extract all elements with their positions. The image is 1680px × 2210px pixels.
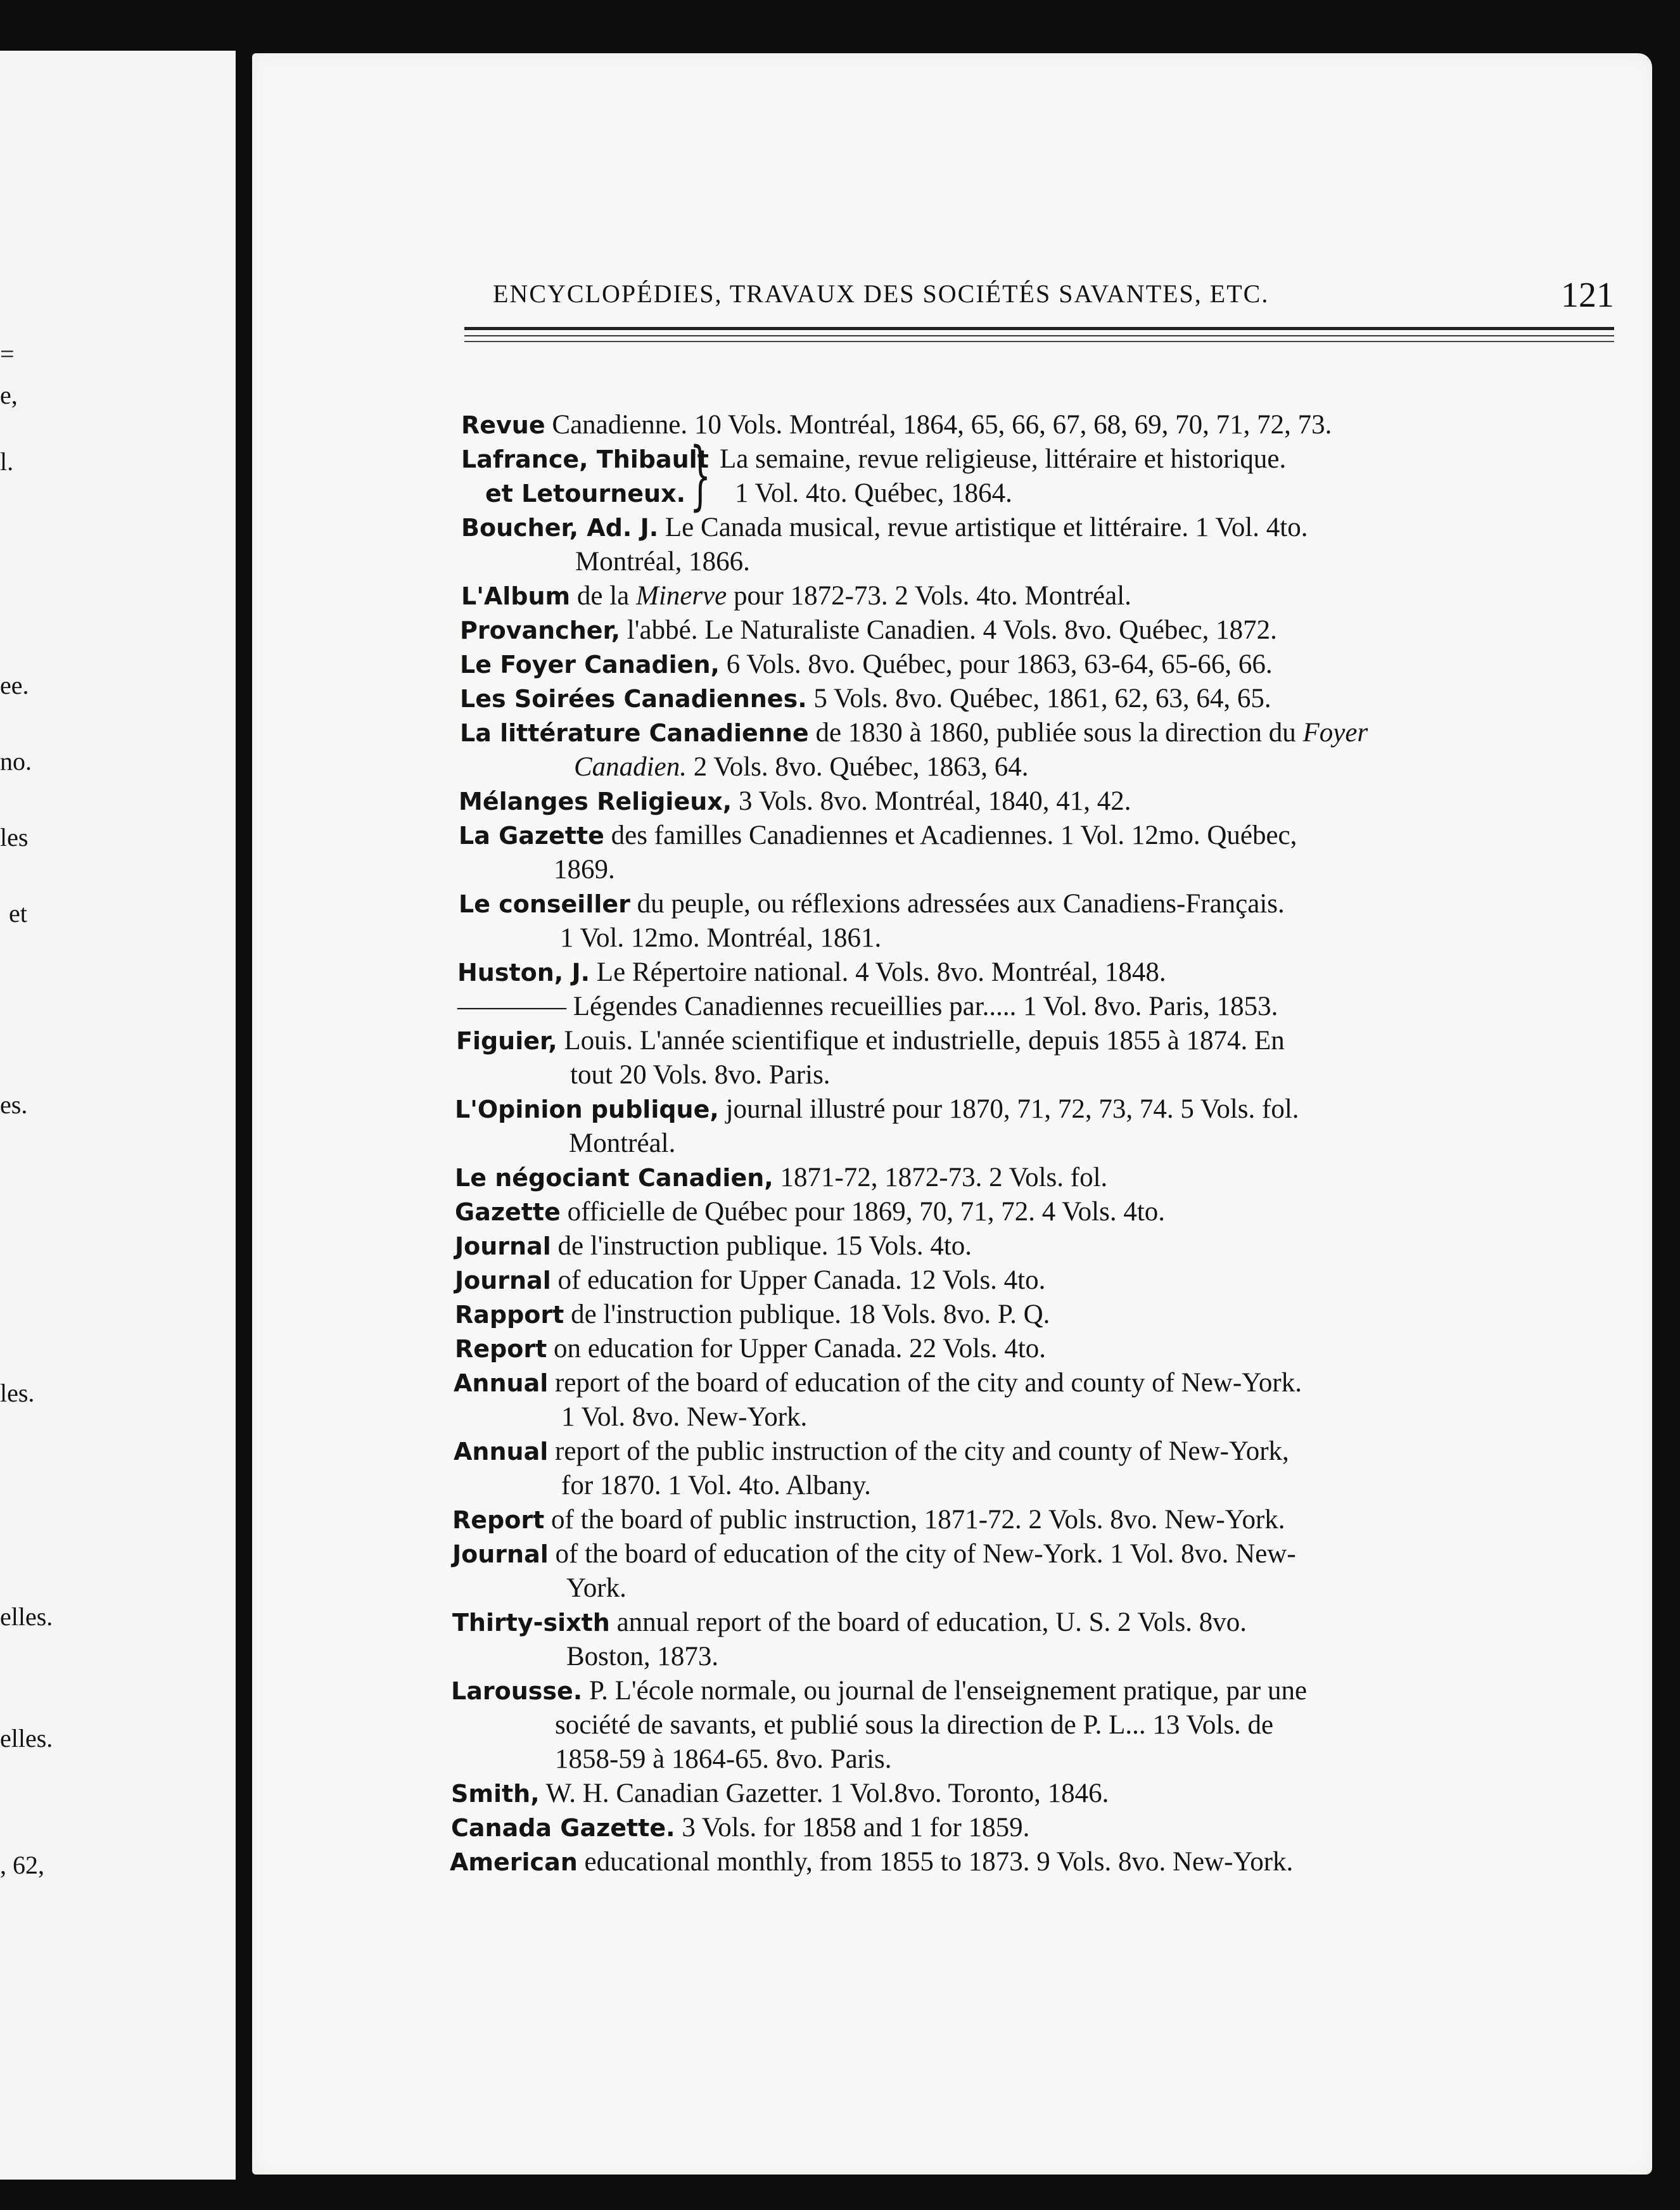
bibliography-entry — [454, 1434, 1289, 1503]
entry-italic: Canadien. — [574, 752, 687, 782]
entry-text: 5 Vols. 8vo. Québec, 1861, 62, 63, 64, 65. — [806, 684, 1271, 713]
left-text-fragment: et — [9, 899, 27, 928]
entry-title: Annual — [454, 1369, 549, 1397]
left-page-fragment — [0, 51, 236, 2180]
entry-title: Mélanges Religieux, — [459, 788, 732, 815]
entry-text: officielle de Québec pour 1869, 70, 71, 72. 4 Vols. 4to. — [560, 1197, 1166, 1227]
bibliography-entry — [461, 408, 1332, 442]
entry-title: Le négociant Canadien, — [455, 1164, 773, 1192]
entry-title: Huston, J. — [457, 959, 590, 987]
entry-text: de 1830 à 1860, publiée sous la direction du — [808, 718, 1303, 748]
entry-text: Légendes Canadiennes recueillies par..... 1 Vol. 8vo. Paris, 1853. — [566, 992, 1278, 1021]
entry-title: La Gazette — [459, 822, 604, 850]
entry-title: Annual — [454, 1438, 549, 1466]
left-text-fragment: ee. — [0, 671, 29, 699]
bibliography-entry — [457, 990, 1278, 1024]
bibliography-entry — [459, 819, 1297, 887]
entry-continuation: 1869. — [554, 855, 615, 885]
entry-text: educational monthly, from 1855 to 1873. 9 Vols. 8vo. New-York. — [577, 1847, 1294, 1877]
entry-title: et Letourneux. — [485, 480, 686, 508]
bibliography-entry — [451, 1811, 1029, 1845]
bibliography-entry — [459, 784, 1131, 819]
entry-text: 2 Vols. 8vo. Québec, 1863, 64. — [686, 752, 1029, 782]
entry-italic: Foyer — [1302, 718, 1368, 748]
entry-text: journal illustré pour 1870, 71, 72, 73, 74. 5 Vols. fol. — [718, 1094, 1299, 1124]
entry-continuation: York. — [566, 1573, 627, 1603]
page-header-title: ENCYCLOPÉDIES, TRAVAUX DES SOCIÉTÉS SAVANTES, ETC. — [493, 279, 1270, 308]
bibliography-entry — [451, 1777, 1109, 1811]
entry-continuation: Montréal, 1866. — [575, 547, 750, 577]
bibliography-entry — [455, 1092, 1299, 1161]
entry-title: Journal — [452, 1540, 549, 1568]
entry-text: 3 Vols. 8vo. Montréal, 1840, 41, 42. — [732, 786, 1131, 816]
entry-dash: ———— — [457, 992, 566, 1021]
entry-text: on education for Upper Canada. 22 Vols. 4to. — [547, 1334, 1047, 1364]
entry-continuation: 1 Vol. 12mo. Montréal, 1861. — [560, 923, 882, 953]
entry-title: L'Opinion publique, — [455, 1095, 719, 1123]
entry-text: of the board of education of the city of New-York. 1 Vol. 8vo. New- — [548, 1539, 1296, 1569]
entry-text: pour 1872-73. 2 Vols. 4to. Montréal. — [727, 581, 1131, 611]
left-text-fragment: elles. — [0, 1724, 53, 1753]
bibliography-entry — [455, 1195, 1165, 1229]
left-text-fragment: les. — [0, 1379, 35, 1407]
entry-text: du peuple, ou réflexions adressées aux Canadiens-Français. — [630, 889, 1285, 919]
entry-title: American — [450, 1848, 578, 1876]
bibliography-entry — [451, 1674, 1307, 1777]
entry-title: Gazette — [455, 1198, 561, 1226]
entry-title: Les Soirées Canadiennes. — [460, 685, 807, 713]
entry-title: Journal — [455, 1267, 551, 1294]
bibliography-entry — [452, 1503, 1285, 1537]
entry-text: of the board of public instruction, 1871-72. 2 Vols. 8vo. New-York. — [544, 1505, 1285, 1535]
book-page — [252, 53, 1652, 2175]
entry-continuation: tout 20 Vols. 8vo. Paris. — [570, 1060, 830, 1090]
entry-title: Thirty-sixth — [452, 1609, 610, 1637]
entry-text: de l'instruction publique. 15 Vols. 4to. — [550, 1231, 972, 1261]
bibliography-entry — [455, 1229, 972, 1263]
left-text-fragment: l. — [0, 447, 14, 476]
bibliography-entry — [454, 1366, 1302, 1434]
entry-title: Rapport — [455, 1301, 564, 1329]
entry-text: Louis. L'année scientifique et industrielle, depuis 1855 à 1874. En — [557, 1026, 1285, 1056]
entry-title: L'Album — [461, 582, 571, 610]
entry-title: La littérature Canadienne — [460, 719, 809, 747]
left-text-fragment: , 62, — [0, 1851, 44, 1879]
entry-text: La semaine, revue religieuse, littéraire et historique. — [720, 444, 1287, 474]
bibliography-entry — [452, 1537, 1296, 1606]
bibliography-entry — [457, 955, 1166, 990]
bibliography-entry — [452, 1606, 1247, 1674]
entry-title: Provancher, — [460, 616, 621, 644]
entry-italic: Minerve — [636, 581, 727, 611]
entry-continuation: Montréal. — [569, 1128, 676, 1158]
bibliography-entry — [460, 682, 1271, 716]
entry-continuation: 1858-59 à 1864-65. 8vo. Paris. — [555, 1744, 892, 1774]
entry-title: Canada Gazette. — [451, 1814, 675, 1842]
bibliography-entry — [455, 1161, 1107, 1195]
left-text-fragment: no. — [0, 747, 32, 776]
entry-continuation: for 1870. 1 Vol. 4to. Albany. — [561, 1471, 871, 1500]
brace-symbol: } — [689, 431, 711, 518]
bibliography-entry — [460, 716, 1368, 784]
entry-title: Report — [455, 1335, 547, 1363]
entry-text: of education for Upper Canada. 12 Vols. 4to. — [550, 1265, 1046, 1295]
entry-text: 1 Vol. 4to. Québec, 1864. — [735, 478, 1012, 508]
entry-text: report of the public instruction of the city and county of New-York, — [548, 1436, 1289, 1466]
bibliography-entry — [455, 1263, 1045, 1298]
bibliography-entry — [460, 648, 1273, 682]
bibliography-list — [252, 53, 1652, 2175]
entry-text: l'abbé. Le Naturaliste Canadien. 4 Vols. 8vo. Québec, 1872. — [620, 615, 1277, 645]
entry-text: report of the board of education of the city and county of New-York. — [548, 1368, 1302, 1398]
entry-title: Report — [452, 1506, 545, 1534]
entry-title: Le Foyer Canadien, — [460, 651, 720, 679]
entry-text: 6 Vols. 8vo. Québec, pour 1863, 63-64, 65-66, 66. — [719, 649, 1273, 679]
entry-title: Journal — [455, 1232, 551, 1260]
left-text-fragment: e, — [0, 381, 18, 409]
bibliography-entry — [459, 887, 1285, 955]
bibliography-entry — [460, 613, 1277, 648]
entry-title: Boucher, Ad. J. — [461, 514, 659, 542]
entry-text: Canadienne. 10 Vols. Montréal, 1864, 65, 66, 67, 68, 69, 70, 71, 72, 73. — [545, 410, 1332, 440]
entry-title: Smith, — [451, 1780, 540, 1808]
entry-title: Lafrance, Thibault — [461, 445, 709, 473]
entry-text: Le Répertoire national. 4 Vols. 8vo. Montréal, 1848. — [590, 957, 1166, 987]
entry-title: Revue — [461, 411, 545, 439]
entry-text: de la — [570, 581, 637, 611]
entry-text: 1871-72, 1872-73. 2 Vols. fol. — [773, 1163, 1108, 1192]
entry-text: W. H. Canadian Gazetter. 1 Vol.8vo. Toronto, 1846. — [539, 1779, 1109, 1808]
entry-title: Le conseiller — [459, 890, 630, 918]
entry-text: Le Canada musical, revue artistique et littéraire. 1 Vol. 4to. — [658, 513, 1308, 542]
left-text-fragment: es. — [0, 1090, 28, 1119]
entry-title: Figuier, — [456, 1027, 557, 1055]
entry-continuation: société de savants, et publié sous la direction de P. L... 13 Vols. de — [555, 1710, 1274, 1740]
bibliography-entry — [455, 1298, 1050, 1332]
bibliography-entry — [461, 579, 1131, 613]
entry-text: P. L'école normale, ou journal de l'enseignement pratique, par une — [582, 1676, 1308, 1706]
entry-text: 3 Vols. for 1858 and 1 for 1859. — [675, 1813, 1030, 1843]
entry-text: annual report of the board of education, U. S. 2 Vols. 8vo. — [609, 1607, 1247, 1637]
left-text-fragment: les — [0, 823, 29, 852]
entry-text: de l'instruction publique. 18 Vols. 8vo. P. Q. — [564, 1300, 1050, 1329]
left-text-fragment: elles. — [0, 1602, 53, 1631]
left-text-fragment: = — [0, 340, 15, 368]
bibliography-entry — [461, 511, 1308, 579]
entry-title: Larousse. — [451, 1677, 583, 1705]
bibliography-entry — [450, 1845, 1293, 1879]
page-number: 121 — [1561, 276, 1614, 315]
entry-continuation: Boston, 1873. — [566, 1642, 719, 1671]
entry-continuation: 1 Vol. 8vo. New-York. — [561, 1402, 808, 1432]
entry-text: des familles Canadiennes et Acadiennes. 1 Vol. 12mo. Québec, — [604, 821, 1297, 850]
entry-continuation — [460, 750, 1368, 784]
bibliography-entry — [456, 1024, 1285, 1092]
bibliography-entry — [455, 1332, 1046, 1366]
